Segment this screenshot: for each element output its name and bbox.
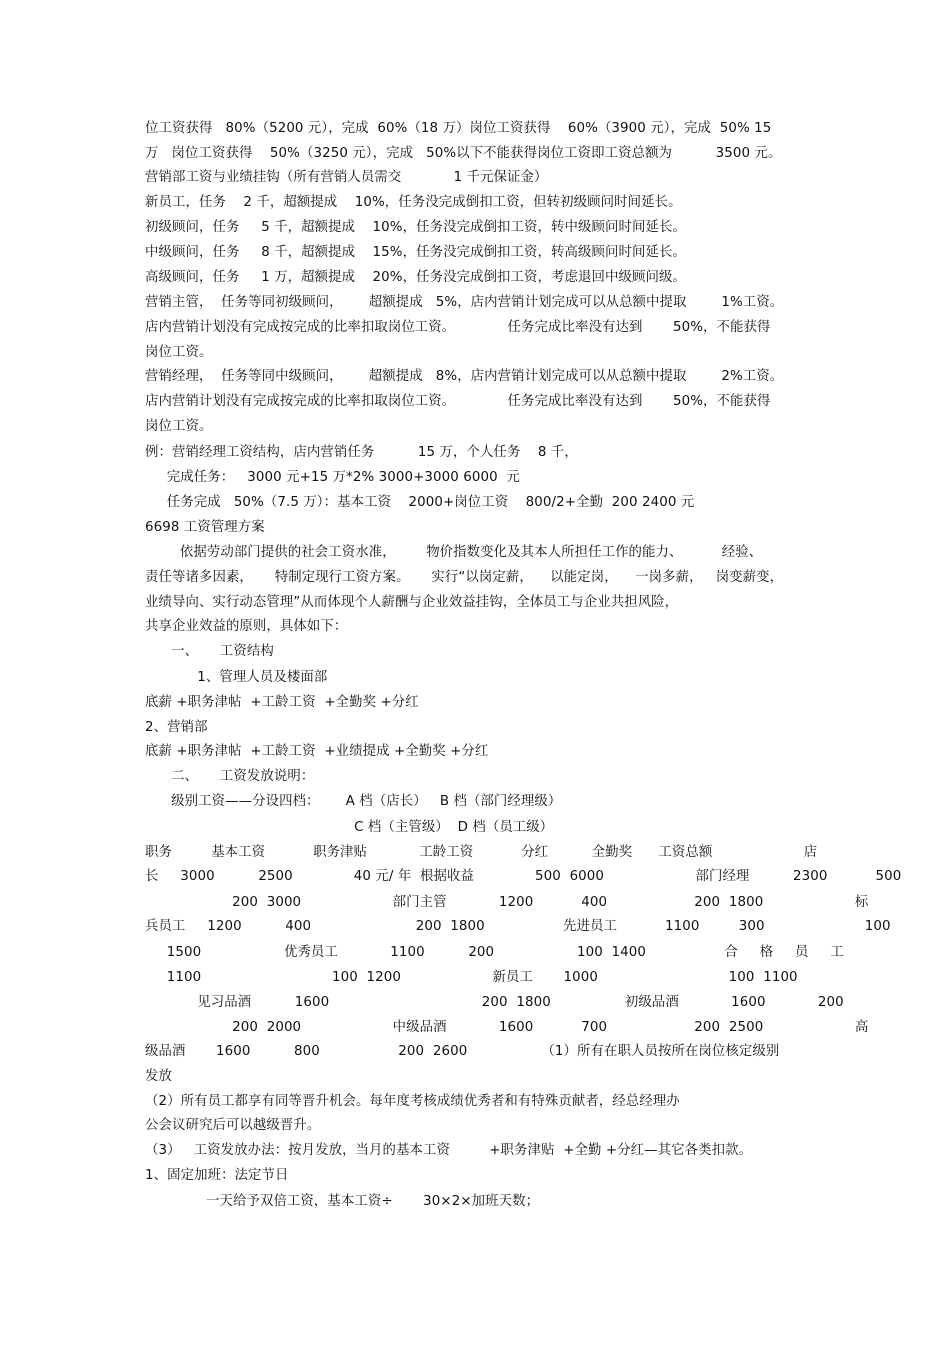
- text-line: 营销部工资与业绩挂钩（所有营销人员需交 1 千元保证金）: [145, 170, 548, 185]
- text-line: 完成任务： 3000 元+15 万*2% 3000+3000 6000 元: [145, 470, 520, 485]
- text-line: 位工资获得 80%（5200 元），完成 60%（18 万）岗位工资获得 60%（3900 元），完成 50% 15: [145, 121, 772, 136]
- text-line: 新员工，任务 2 千，超额提成 10%，任务没完成倒扣工资，但转初级顾问时间延长。: [145, 195, 682, 210]
- text-line: 兵员工 1200 400 200 1800 先进员工 1100 300 100: [145, 919, 891, 934]
- text-line: 一天给予双倍工资，基本工资÷ 30×2×加班天数；: [145, 1194, 540, 1209]
- text-line: 营销经理， 任务等同中级顾问， 超额提成 8%，店内营销计划完成可以从总额中提取 2%工资。: [145, 369, 784, 384]
- text-line: 公会议研究后可以越级晋升。: [145, 1118, 321, 1133]
- text-line: 任务完成 50%（7.5 万）：基本工资 2000+岗位工资 800/2+全勤 200 2400 元: [145, 495, 695, 510]
- text-line: 级别工资——分设四档： A 档（店长） B 档（部门经理级）: [145, 794, 562, 809]
- text-line: 职务 基本工资 职务津贴 工龄工资 分红 全勤奖 工资总额 店: [145, 845, 818, 860]
- text-line: 长 3000 2500 40 元/ 年 根据收益 500 6000 部门经理 2300 500: [145, 869, 902, 884]
- text-line: 1500 优秀员工 1100 200 100 1400 合 格 员 工: [145, 945, 844, 960]
- text-line: 营销主管， 任务等同初级顾问， 超额提成 5%，店内营销计划完成可以从总额中提取 1%工资。: [145, 295, 784, 310]
- text-line: 底薪 +职务津帖 +工龄工资 +业绩提成 +全勤奖 +分红: [145, 744, 489, 759]
- text-line: 二、 工资发放说明：: [145, 769, 315, 784]
- text-line: 岗位工资。: [145, 419, 213, 434]
- text-line: C 档（主管级） D 档（员工级）: [145, 820, 554, 835]
- text-line: 2、营销部: [145, 720, 208, 735]
- text-line: 级品酒 1600 800 200 2600 （1）所有在职人员按所在岗位核定级别: [145, 1044, 780, 1059]
- text-line: 责任等诸多因素， 特制定现行工资方案。 实行“以岗定薪， 以能定岗， 一岗多薪， 岗变薪变，: [145, 570, 784, 585]
- text-line: 共享企业效益的原则，具体如下：: [145, 619, 348, 634]
- text-line: 见习品酒 1600 200 1800 初级品酒 1600 200: [145, 995, 844, 1010]
- text-line: 万 岗位工资获得 50%（3250 元），完成 50%以下不能获得岗位工资即工资总额为 3500 元。: [145, 146, 782, 161]
- text-line: 一、 工资结构: [145, 644, 274, 659]
- text-line: 依据劳动部门提供的社会工资水准， 物价指数变化及其本人所担任工作的能力、 经验、: [145, 545, 763, 560]
- text-line: 中级顾问，任务 8 千，超额提成 15%，任务没完成倒扣工资，转高级顾问时间延长。: [145, 245, 686, 260]
- text-line: 1100 100 1200 新员工 1000 100 1100: [145, 970, 798, 985]
- text-line: 6698 工资管理方案: [145, 520, 265, 535]
- text-line: 底薪 +职务津帖 +工龄工资 +全勤奖 +分红: [145, 695, 419, 710]
- text-line: 高级顾问，任务 1 万，超额提成 20%，任务没完成倒扣工资，考虑退回中级顾问级。: [145, 270, 686, 285]
- text-line: （3） 工资发放办法：按月发放，当月的基本工资 +职务津贴 +全勤 +分红—其它各类扣款。: [145, 1143, 753, 1158]
- text-line: 店内营销计划没有完成按完成的比率扣取岗位工资。 任务完成比率没有达到 50%，不能获得: [145, 320, 771, 335]
- text-line: 1、管理人员及楼面部: [145, 670, 328, 685]
- text-line: 发放: [145, 1069, 172, 1084]
- text-line: 例：营销经理工资结构，店内营销任务 15 万，个人任务 8 千，: [145, 445, 578, 460]
- text-line: 店内营销计划没有完成按完成的比率扣取岗位工资。 任务完成比率没有达到 50%，不能获得: [145, 394, 771, 409]
- text-line: 业绩导向、实行动态管理”从而体现个人薪酬与企业效益挂钩，全体员工与企业共担风险，: [145, 595, 679, 610]
- text-line: 初级顾问，任务 5 千，超额提成 10%，任务没完成倒扣工资，转中级顾问时间延长。: [145, 220, 686, 235]
- text-line: 1、固定加班：法定节日: [145, 1168, 289, 1183]
- text-line: 岗位工资。: [145, 345, 213, 360]
- text-line: （2）所有员工都享有同等晋升机会。每年度考核成绩优秀者和有特殊贡献者，经总经理办: [145, 1094, 680, 1109]
- text-line: 200 3000 部门主管 1200 400 200 1800 标: [145, 895, 869, 910]
- text-line: 200 2000 中级品酒 1600 700 200 2500 高: [145, 1020, 869, 1035]
